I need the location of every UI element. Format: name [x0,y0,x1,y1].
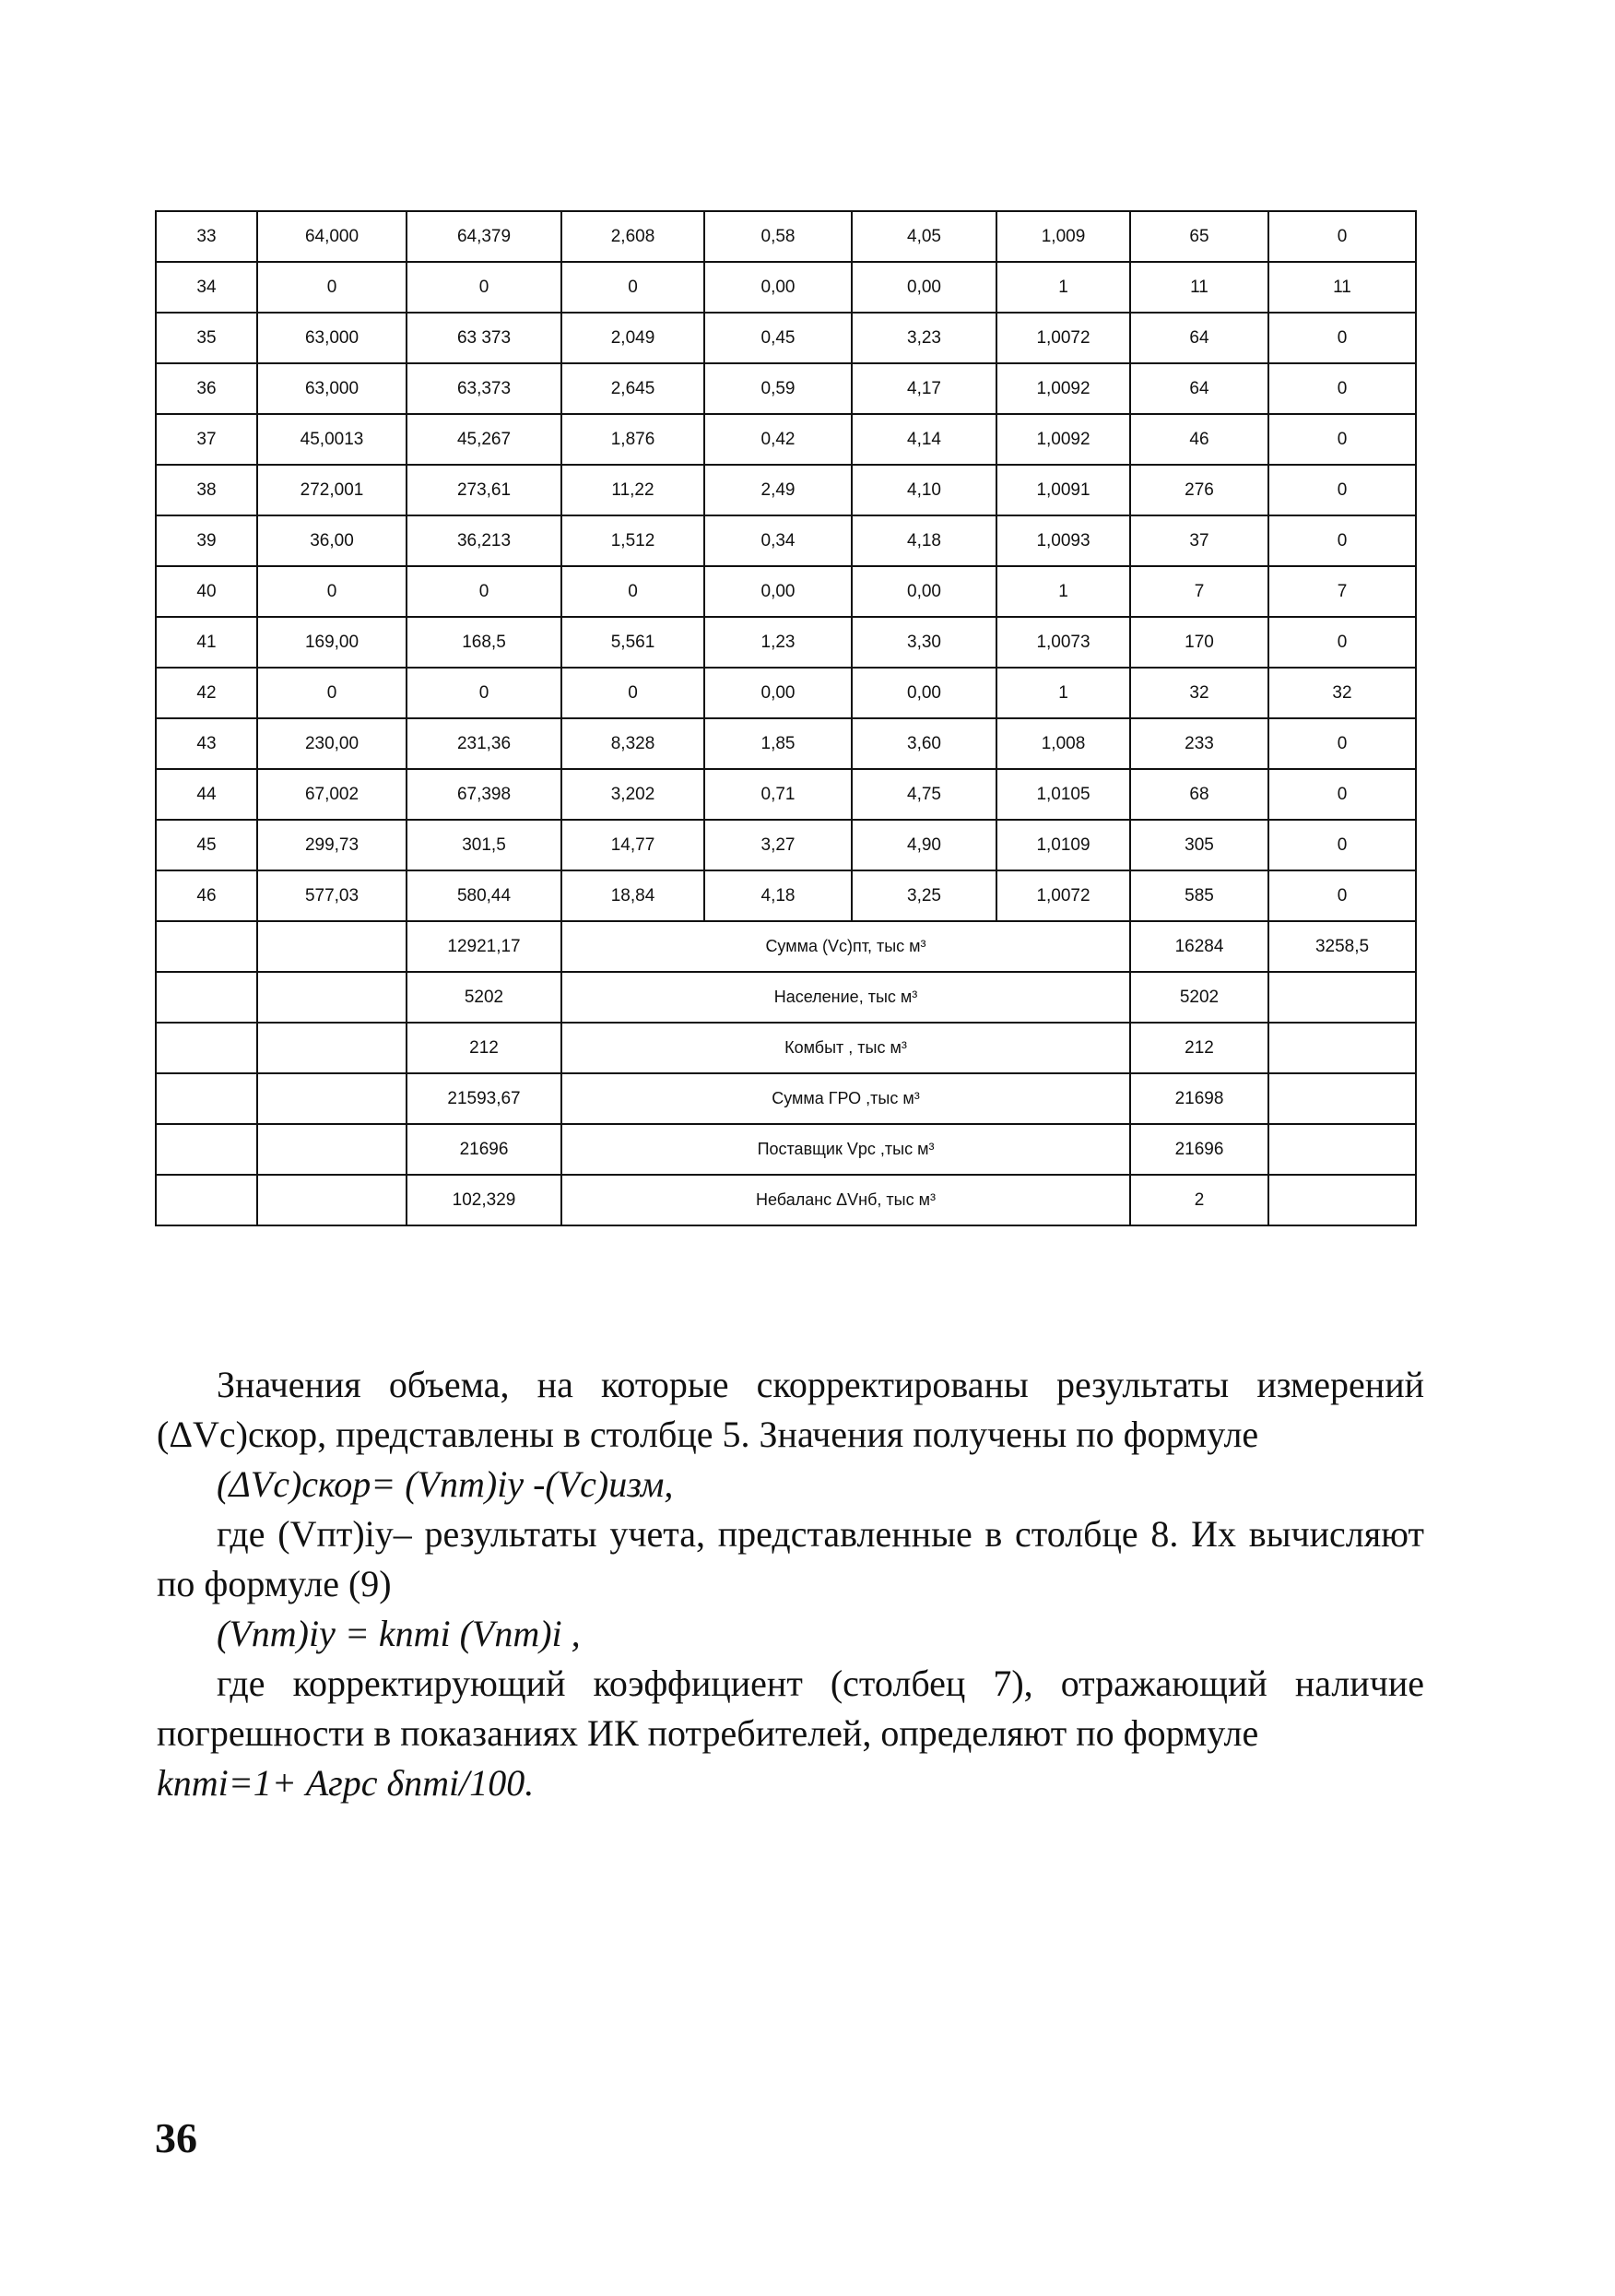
table-cell [257,1175,407,1225]
formula: (Vпт)iу = kптi (Vпт)i , [217,1613,581,1654]
summary-label: Комбыт , тыс м³ [561,1023,1130,1073]
table-cell: 1,85 [704,718,852,769]
table-cell [257,1023,407,1073]
table-cell: 1,0091 [996,465,1130,515]
table-cell: 46 [156,870,257,921]
table-cell: 1,0073 [996,617,1130,668]
table-cell: 2,049 [561,313,704,363]
table-cell: 3,30 [852,617,996,668]
table-cell: 45,0013 [257,414,407,465]
table-cell: 3,23 [852,313,996,363]
table-cell: 585 [1130,870,1268,921]
table-cell: 0 [1268,718,1416,769]
table-cell: 4,17 [852,363,996,414]
table-row [156,566,1416,617]
table-cell: 0,00 [704,566,852,617]
table-cell: 212 [407,1023,561,1073]
table-row [156,515,1416,566]
table-cell: 305 [1130,820,1268,870]
table-cell: 44 [156,769,257,820]
table-cell: 0 [561,262,704,313]
table-cell: 0,34 [704,515,852,566]
table-row [156,668,1416,718]
table-cell: 1 [996,668,1130,718]
table-cell: 45,267 [407,414,561,465]
table-cell: 37 [156,414,257,465]
table-cell [156,1023,257,1073]
paragraph: где корректирующий коэффициент (столбец 7), отражающий наличие погрешности в показаниях ИК потребителей, определяют по формуле [157,1663,1424,1754]
table-cell: 1,23 [704,617,852,668]
table-row [156,262,1416,313]
table-cell: 67,002 [257,769,407,820]
table-cell [257,921,407,972]
table-cell: 0,59 [704,363,852,414]
table-cell: 169,00 [257,617,407,668]
table-cell: 1,008 [996,718,1130,769]
table-cell: 42 [156,668,257,718]
table-cell: 68 [1130,769,1268,820]
table-cell: 1,0093 [996,515,1130,566]
table-cell: 11,22 [561,465,704,515]
table-cell: 0,00 [704,668,852,718]
table-cell: 45 [156,820,257,870]
table-cell: 7 [1130,566,1268,617]
table-cell: 0,58 [704,211,852,262]
table-cell: 32 [1268,668,1416,718]
table-cell: 3,27 [704,820,852,870]
table-cell: 0 [257,262,407,313]
summary-row [156,1023,1416,1073]
table-cell: 16284 [1130,921,1268,972]
table-cell: 1 [996,566,1130,617]
table-cell [1268,1124,1416,1175]
table-cell: 41 [156,617,257,668]
table-cell: 102,329 [407,1175,561,1225]
table-cell [1268,1175,1416,1225]
summary-label: Сумма ГРО ,тыс м³ [561,1073,1130,1124]
table-cell: 1,0092 [996,414,1130,465]
table-row [156,363,1416,414]
table-cell [156,921,257,972]
table-cell: 273,61 [407,465,561,515]
table-cell: 38 [156,465,257,515]
table-cell: 1,0072 [996,870,1130,921]
table-cell: 4,75 [852,769,996,820]
table-cell: 299,73 [257,820,407,870]
table-cell: 46 [1130,414,1268,465]
table-cell: 7 [1268,566,1416,617]
table-cell: 67,398 [407,769,561,820]
table-cell: 0 [407,262,561,313]
paragraph: Значения объема, на которые скорректированы результаты измерений (ΔVс)скор, представлены в столбце 5. Значения получены по формуле [157,1364,1424,1455]
table-cell [257,972,407,1023]
table-row [156,465,1416,515]
table-cell: 12921,17 [407,921,561,972]
table-cell: 65 [1130,211,1268,262]
table-cell: 168,5 [407,617,561,668]
table-row [156,769,1416,820]
table-cell: 1 [996,262,1130,313]
table-cell: 0 [1268,870,1416,921]
formula: (ΔVс)скор= (Vпт)iу -(Vс)изм, [217,1463,674,1505]
table-cell: 0 [1268,515,1416,566]
table-cell: 3258,5 [1268,921,1416,972]
table-cell: 34 [156,262,257,313]
table-cell: 5202 [1130,972,1268,1023]
table-cell [1268,1073,1416,1124]
table-cell [156,1175,257,1225]
table-cell: 0 [1268,363,1416,414]
table-cell: 4,14 [852,414,996,465]
table-cell: 1,0072 [996,313,1130,363]
table-cell: 4,05 [852,211,996,262]
table-cell [1268,1023,1416,1073]
table-cell: 21696 [407,1124,561,1175]
table-cell: 2,49 [704,465,852,515]
table-cell: 4,18 [852,515,996,566]
table-cell: 0 [1268,617,1416,668]
table-cell: 32 [1130,668,1268,718]
table-cell: 63,000 [257,363,407,414]
table-cell: 0 [1268,465,1416,515]
table-cell: 39 [156,515,257,566]
table-cell: 64 [1130,313,1268,363]
table-cell: 11 [1268,262,1416,313]
summary-label: Небаланс ΔVнб, тыс м³ [561,1175,1130,1225]
table-cell: 21696 [1130,1124,1268,1175]
table-cell: 4,90 [852,820,996,870]
table-cell: 18,84 [561,870,704,921]
table-cell: 2 [1130,1175,1268,1225]
table-cell: 0 [257,566,407,617]
table-cell: 0,00 [852,566,996,617]
table-cell: 4,18 [704,870,852,921]
table-cell: 1,512 [561,515,704,566]
data-table [155,210,1417,1226]
table-cell: 0 [257,668,407,718]
table-cell: 0 [407,668,561,718]
table-cell: 37 [1130,515,1268,566]
table-cell: 64 [1130,363,1268,414]
table-cell: 231,36 [407,718,561,769]
table-cell: 33 [156,211,257,262]
table-cell: 14,77 [561,820,704,870]
table-cell: 0 [561,566,704,617]
table-cell: 63,000 [257,313,407,363]
formula: kптi=1+ Агрс δптi/100. [157,1762,535,1804]
table-cell: 301,5 [407,820,561,870]
summary-label: Население, тыс м³ [561,972,1130,1023]
table-cell: 0,00 [704,262,852,313]
table-cell: 0,00 [852,262,996,313]
table-cell: 0 [1268,769,1416,820]
table-cell: 233 [1130,718,1268,769]
page-number: 36 [155,2114,197,2161]
table-cell: 3,60 [852,718,996,769]
table-cell: 0,00 [852,668,996,718]
body-text [157,1360,1424,1808]
table-cell: 0 [561,668,704,718]
table-cell: 0 [407,566,561,617]
table-cell: 4,10 [852,465,996,515]
table-cell: 0 [1268,414,1416,465]
summary-row [156,972,1416,1023]
table-row [156,820,1416,870]
table-cell: 1,876 [561,414,704,465]
table-cell: 230,00 [257,718,407,769]
table-cell [156,1124,257,1175]
table-cell: 63,373 [407,363,561,414]
table-cell: 1,0109 [996,820,1130,870]
table-cell: 11 [1130,262,1268,313]
summary-row [156,1073,1416,1124]
table-cell: 0,42 [704,414,852,465]
table-cell: 577,03 [257,870,407,921]
table-cell [156,972,257,1023]
table-cell: 0 [1268,313,1416,363]
table-cell: 36,213 [407,515,561,566]
summary-label: Поставщик Vрс ,тыс м³ [561,1124,1130,1175]
table-cell: 1,0105 [996,769,1130,820]
table-row [156,313,1416,363]
summary-label: Сумма (Vс)пт, тыс м³ [561,921,1130,972]
table-cell: 8,328 [561,718,704,769]
table-cell [257,1073,407,1124]
summary-row [156,1175,1416,1225]
table-cell: 2,608 [561,211,704,262]
table-row [156,211,1416,262]
table-cell [1268,972,1416,1023]
table-cell: 64,000 [257,211,407,262]
table-cell: 0 [1268,820,1416,870]
table-cell: 272,001 [257,465,407,515]
table-row [156,718,1416,769]
table-cell: 36,00 [257,515,407,566]
table-cell: 170 [1130,617,1268,668]
table-row [156,414,1416,465]
table-cell: 21593,67 [407,1073,561,1124]
table-cell: 40 [156,566,257,617]
summary-row [156,1124,1416,1175]
table-row [156,617,1416,668]
table-cell: 64,379 [407,211,561,262]
table-cell: 21698 [1130,1073,1268,1124]
table-cell: 5,561 [561,617,704,668]
table-cell: 35 [156,313,257,363]
table-cell: 2,645 [561,363,704,414]
paragraph: где (Vпт)iу– результаты учета, представленные в столбце 8. Их вычисляют по формуле (9) [157,1513,1424,1604]
table-cell [156,1073,257,1124]
table-cell: 3,202 [561,769,704,820]
table-cell: 212 [1130,1023,1268,1073]
table-cell: 580,44 [407,870,561,921]
table-cell [257,1124,407,1175]
table-cell: 0 [1268,211,1416,262]
table-cell: 1,009 [996,211,1130,262]
table-cell: 276 [1130,465,1268,515]
table-cell: 36 [156,363,257,414]
table-cell: 0,45 [704,313,852,363]
table-cell: 5202 [407,972,561,1023]
table-row [156,870,1416,921]
summary-row [156,921,1416,972]
table-cell: 1,0092 [996,363,1130,414]
table-cell: 43 [156,718,257,769]
table-cell: 3,25 [852,870,996,921]
table-cell: 0,71 [704,769,852,820]
table-cell: 63 373 [407,313,561,363]
